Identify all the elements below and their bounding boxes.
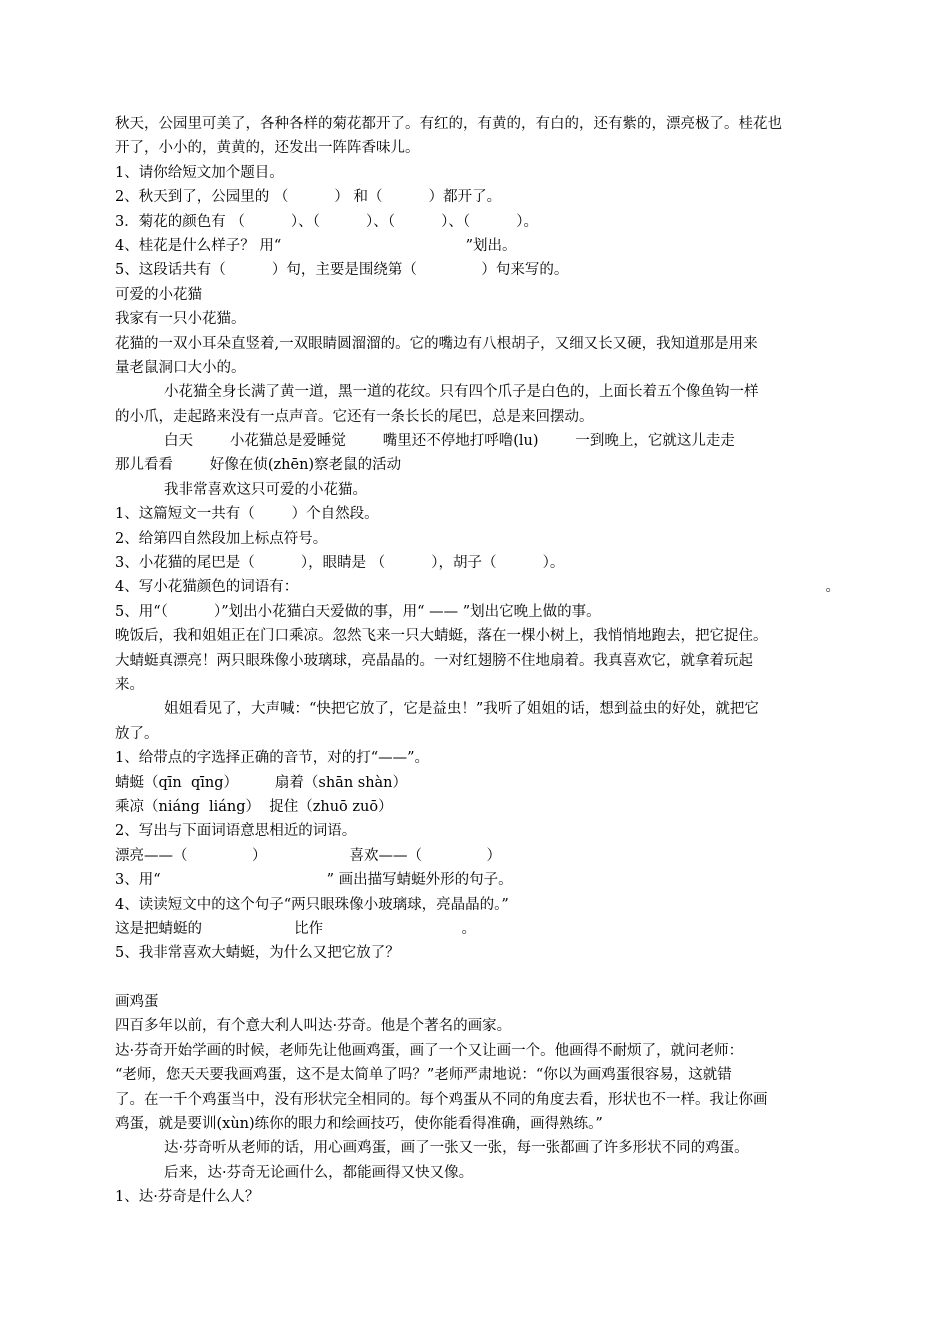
- text-line: 了。在一千个鸡蛋当中，没有形状完全相同的。每个鸡蛋从不同的角度去看，形状也不一样。我让你画: [115, 1091, 768, 1108]
- question-line: [115, 575, 840, 599]
- question-line: 5、这段话共有（ ）句，主要是围绕第（ ）句来写的。: [115, 262, 569, 279]
- text-line: 花猫的一双小耳朵直竖着,一双眼睛圆溜溜的。它的嘴边有八根胡子，又细又长又硬，我知道那是用来: [115, 335, 758, 352]
- kitten-passage: [115, 283, 840, 624]
- question-line: 1、请你给短文加个题目。: [115, 164, 284, 181]
- question-line: 5、我非常喜欢大蜻蜓，为什么又把它放了？: [115, 945, 400, 962]
- question-line: 5、用“（ ）”划出小花猫白天爱做的事，用“ —— ”划出它晚上做的事。: [115, 603, 601, 620]
- question-line: 1、给带点的字选择正确的音节，对的打“——”。: [115, 750, 430, 767]
- text-line: 达·芬奇开始学画的时候，老师先让他画鸡蛋，画了一个又让画一个。他画得不耐烦了，就问老师：: [115, 1042, 744, 1059]
- text-line: 大蜻蜓真漂亮！两只眼珠像小玻璃球，亮晶晶的。一对红翅膀不住地扇着。我真喜欢它，就拿着玩起: [115, 652, 753, 669]
- egg-passage: [115, 990, 840, 1210]
- text-line: 白天 小花猫总是爱睡觉 嘴里还不停地打呼噜(lu) 一到晚上，它就这儿走走: [164, 433, 735, 450]
- question-line: 这是把蜻蜓的 比作 。: [115, 920, 476, 937]
- passage-title: 可爱的小花猫: [115, 286, 202, 303]
- text-line: 鸡蛋，就是要训(xùn)练你的眼力和绘画技巧，使你能看得准确，画得熟练。”: [115, 1116, 603, 1133]
- question-line: 2、写出与下面词语意思相近的词语。: [115, 823, 357, 840]
- text-line: 量老鼠洞口大小的。: [115, 359, 246, 376]
- text-line: 后来，达·芬奇无论画什么，都能画得又快又像。: [164, 1164, 474, 1181]
- blank-line: [115, 966, 840, 990]
- question-line: 1、这篇短文一共有（ ）个自然段。: [115, 506, 379, 523]
- passage-title: 画鸡蛋: [115, 994, 159, 1011]
- question-line: 4、读读短文中的这个句子“两只眼珠像小玻璃球，亮晶晶的。”: [115, 896, 509, 913]
- dragonfly-passage: [115, 624, 840, 965]
- question-line: 1、达·芬奇是什么人？: [115, 1189, 260, 1206]
- text-line: 的小爪，走起路来没有一点声音。它还有一条长长的尾巴，总是来回摆动。: [115, 408, 594, 425]
- question-text: 4、写小花猫颜色的词语有：: [115, 579, 299, 596]
- question-line: 蜻蜓（qīn qīng） 扇着（shān shàn）: [115, 774, 408, 791]
- text-line: 秋天，公园里可美了，各种各样的菊花都开了。有红的，有黄的，有白的，还有紫的，漂亮极了。桂花也: [115, 116, 782, 132]
- text-line: 晚饭后，我和姐姐正在门口乘凉。忽然飞来一只大蜻蜓，落在一棵小树上，我悄悄地跑去，把它捉住。: [115, 628, 768, 645]
- text-line: “老师，您天天要我画鸡蛋，这不是太简单了吗？”老师严肃地说：“你以为画鸡蛋很容易，这就错: [115, 1067, 732, 1084]
- text-line: 四百多年以前，有个意大利人叫达·芬奇。他是个著名的画家。: [115, 1018, 512, 1035]
- text-line: 我非常喜欢这只可爱的小花猫。: [164, 481, 367, 498]
- text-line: 开了，小小的，黄黄的，还发出一阵阵香味儿。: [115, 140, 420, 157]
- question-line: 3、用“ ” 画出描写蜻蜓外形的句子。: [115, 872, 513, 889]
- autumn-passage: [115, 112, 840, 283]
- text-line: 那儿看看 好像在侦(zhēn)察老鼠的活动: [115, 457, 402, 474]
- document-page: [115, 112, 840, 1210]
- question-line: 3、小花猫的尾巴是（ ），眼睛是 （ ），胡子（ ）。: [115, 555, 565, 572]
- question-line: 乘凉（niáng liáng） 捉住（zhuō zuō）: [115, 798, 393, 815]
- question-end-mark: 。: [825, 579, 840, 596]
- text-line: 我家有一只小花猫。: [115, 311, 246, 328]
- text-line: 来。: [115, 676, 144, 693]
- question-line: 漂亮——（ ） 喜欢——（ ）: [115, 847, 502, 864]
- question-line: 4、桂花是什么样子？ 用“ ”划出。: [115, 237, 517, 254]
- text-line: 姐姐看见了，大声喊：“快把它放了，它是益虫！”我听了姐姐的话，想到益虫的好处，就把它: [164, 701, 759, 718]
- question-line: 2、秋天到了，公园里的 （ ） 和（ ）都开了。: [115, 189, 502, 206]
- text-line: 达·芬奇听从老师的话，用心画鸡蛋，画了一张又一张，每一张都画了许多形状不同的鸡蛋。: [164, 1140, 749, 1157]
- text-line: 小花猫全身长满了黄一道，黑一道的花纹。只有四个爪子是白色的，上面长着五个像鱼钩一样: [164, 384, 759, 401]
- question-line: 2、给第四自然段加上标点符号。: [115, 530, 328, 547]
- question-line: 3．菊花的颜色有 （ ）、（ ）、（ ）、（ ）。: [115, 213, 538, 230]
- text-line: 放了。: [115, 725, 159, 742]
